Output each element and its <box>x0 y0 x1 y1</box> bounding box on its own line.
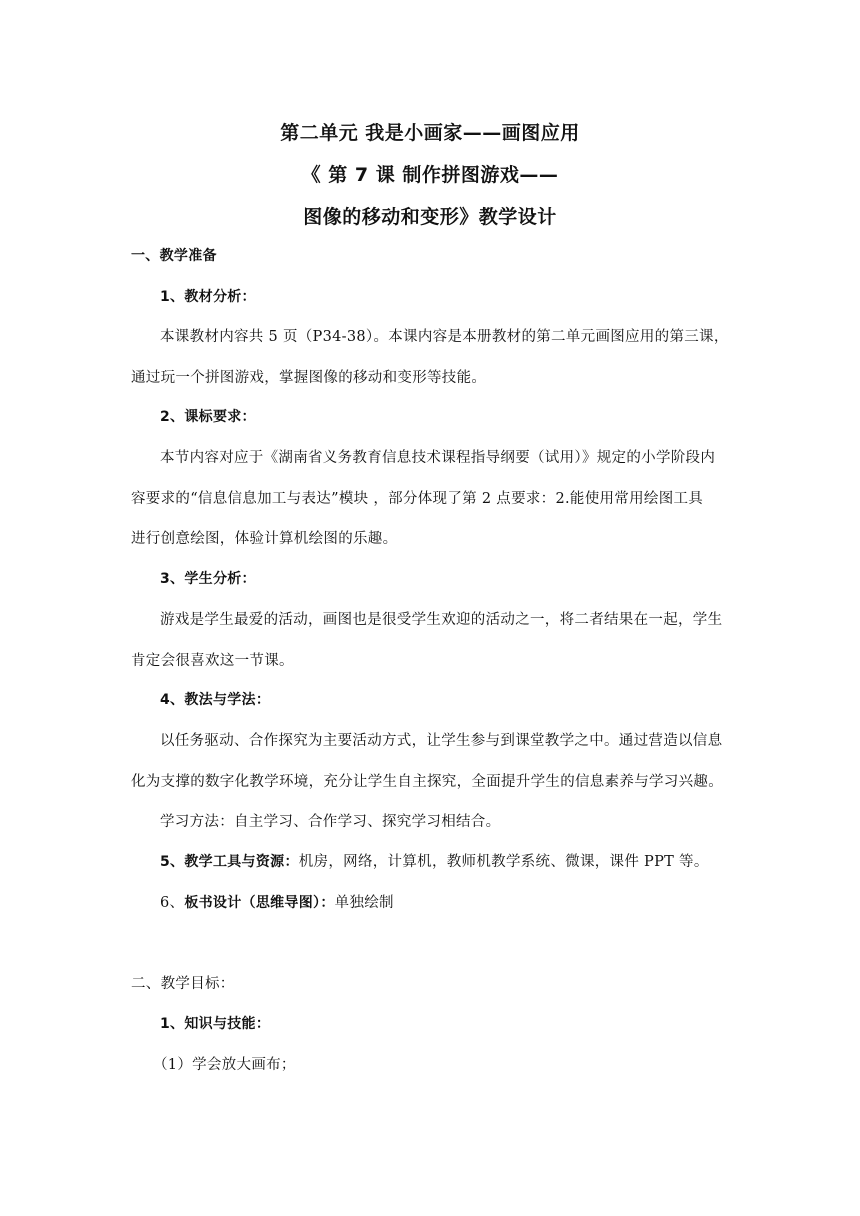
tools-resources-line <box>160 850 709 871</box>
paragraph-line: 本课教材内容共 5 页（P34-38）。本课内容是本册教材的第二单元画图应用的第三课， <box>160 329 729 345</box>
paragraph-line: 游戏是学生最爱的活动，画图也是很受学生欢迎的活动之一，将二者结果在一起，学生 <box>160 612 723 628</box>
subheading-textbook-analysis: 1、教材分析： <box>160 289 256 305</box>
paragraph-line: 肯定会很喜欢这一节课。 <box>131 653 294 669</box>
section-heading-objectives: 二、教学目标： <box>131 976 235 992</box>
tools-resources-text: 机房，网络，计算机，教师机教学系统、微课，课件 PPT 等。 <box>298 854 709 870</box>
paragraph-line: 容要求的“信息信息加工与表达”模块 ，部分体现了第 2 点要求：2.能使用常用绘图工具 <box>131 491 704 507</box>
subheading-student-analysis: 3、学生分析： <box>160 571 256 587</box>
board-design-number: 6、 <box>160 895 185 911</box>
paragraph-line: 以任务驱动、合作探究为主要活动方式，让学生参与到课堂教学之中。通过营造以信息 <box>160 733 723 749</box>
subheading-knowledge-skills: 1、知识与技能： <box>160 1016 271 1032</box>
document-title-line-1: 第二单元 我是小画家——画图应用 <box>280 122 580 144</box>
board-design-line <box>160 891 394 912</box>
paragraph-line: 化为支撑的数字化教学环境，充分让学生自主探究，全面提升学生的信息素养与学习兴趣。 <box>131 774 723 790</box>
subheading-tools-resources: 5、教学工具与资源： <box>160 854 299 870</box>
subheading-board-design: 板书设计（思维导图）： <box>184 895 335 911</box>
section-heading-preparation: 一、教学准备 <box>131 248 217 264</box>
paragraph-line: 学习方法：自主学习、合作学习、探究学习相结合。 <box>160 814 501 830</box>
document-title-line-2: 《 第 7 课 制作拼图游戏—— <box>301 164 559 186</box>
paragraph-line: 进行创意绘图，体验计算机绘图的乐趣。 <box>131 531 398 547</box>
subheading-curriculum-requirements: 2、课标要求： <box>160 409 256 425</box>
board-design-text: 单独绘制 <box>334 895 394 911</box>
list-item: （1）学会放大画布； <box>153 1057 296 1073</box>
subheading-teaching-methods: 4、教法与学法： <box>160 692 271 708</box>
document-title-line-3: 图像的移动和变形》教学设计 <box>303 206 557 228</box>
paragraph-line: 本节内容对应于《湖南省义务教育信息技术课程指导纲要（试用）》规定的小学阶段内 <box>160 450 716 466</box>
paragraph-line: 通过玩一个拼图游戏，掌握图像的移动和变形等技能。 <box>131 370 487 386</box>
